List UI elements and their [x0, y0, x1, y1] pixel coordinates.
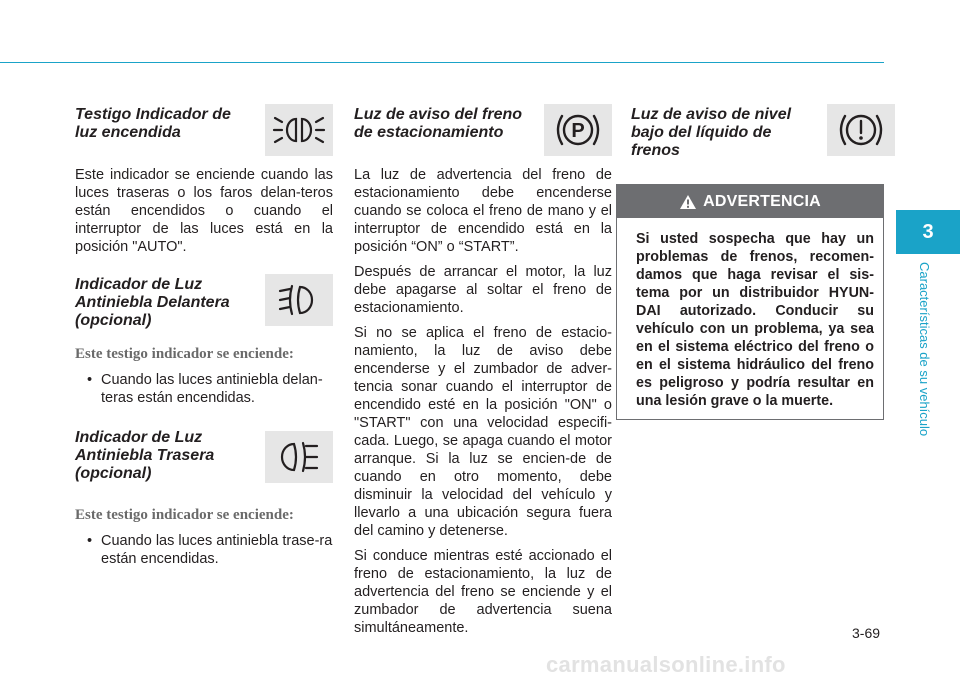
headlamp-section-header: [75, 96, 333, 166]
rear-fog-list: [75, 532, 333, 568]
headlamp-indicator-icon: [265, 104, 333, 156]
column-left: [75, 96, 333, 568]
warning-triangle-icon: [679, 194, 697, 210]
column-right: [631, 96, 889, 166]
warning-box: [616, 184, 884, 420]
headlamp-title: Testigo Indicador de luz encendida: [75, 106, 231, 141]
page-number: 3-69: [852, 625, 881, 641]
list-item: • Cuando las luces antiniebla delan-teras están encendidas.: [87, 371, 333, 407]
warning-heading: ADVERTENCIA: [703, 192, 821, 210]
header-rule: [0, 62, 884, 63]
parking-brake-paragraph-4: Si conduce mientras esté accionado el freno de estacionamiento, la luz de advertencia del freno se enciende y el zumbador de advertencia suena simultáneamente.: [354, 548, 612, 636]
svg-text:P: P: [571, 120, 585, 142]
parking-brake-section-header: [354, 96, 612, 166]
front-fog-section-header: [75, 276, 333, 346]
list-item: • Cuando las luces antiniebla trase-ra están encendidas.: [87, 532, 333, 568]
front-fog-subheading: Este testigo indicador se enciende:: [75, 346, 294, 362]
rear-fog-title: Indicador de Luz Antiniebla Trasera (opcional): [75, 429, 215, 482]
column-middle: [354, 96, 612, 644]
front-fog-list: [75, 371, 333, 407]
parking-brake-title: Luz de aviso del freno de estacionamiento: [354, 106, 523, 141]
chapter-label: Características de su vehículo: [917, 262, 932, 437]
parking-brake-paragraph-1: La luz de advertencia del freno de estacionamiento debe encenderse cuando se coloca el freno de mano y el interruptor de encendido está en la posición “ON” o “START”.: [354, 167, 612, 255]
parking-brake-icon: [544, 104, 612, 156]
rear-fog-light-icon: [265, 431, 333, 483]
warning-header: [617, 185, 883, 218]
warning-text: Si usted sospecha que hay un problemas de frenos, recomen-damos que haga revisar el sis-tema por un distribuidor HYUN-DAI autorizado. Conducir su vehículo con un problema, ya sea en el sistema eléctrico del freno o en el sistema hidráulico del freno es peligroso y podría resultar en una lesión grave o la muerte.: [636, 231, 874, 409]
parking-brake-paragraph-2: Después de arrancar el motor, la luz debe apagarse al soltar el freno de estacionamiento.: [354, 264, 612, 316]
watermark: carmanualsonline.info: [546, 652, 786, 677]
rear-fog-subheading: Este testigo indicador se enciende:: [75, 507, 294, 523]
rear-fog-section-header: [75, 429, 333, 499]
chapter-tab: 3: [896, 210, 960, 254]
front-fog-light-icon: [265, 274, 333, 326]
brake-fluid-section-header: [631, 96, 889, 166]
parking-brake-paragraph-3: Si no se aplica el freno de estacio-namiento, la luz de aviso debe encenderse y el zumbador de adver-tencia sonar cuando el interruptor de encendido esté en la posición "ON" o "START" con una velocidad especifi-cada. Luego, se apaga cuando el motor arranque. Si la luz se encien-de de cuando en otro momento, debe disminuir la velocidad del vehículo y llevarlo a una ubicación segura fuera del camino y detenerse.: [354, 325, 612, 539]
headlamp-body: Este indicador se enciende cuando las luces traseras o los faros delan-teros están encendidos o cuando el interruptor de las luces está en la posición "AUTO".: [75, 167, 333, 255]
brake-fluid-title: Luz de aviso de nivel bajo del líquido de frenos: [631, 106, 792, 159]
front-fog-title: Indicador de Luz Antiniebla Delantera (opcional): [75, 276, 230, 329]
brake-warning-icon: [827, 104, 895, 156]
